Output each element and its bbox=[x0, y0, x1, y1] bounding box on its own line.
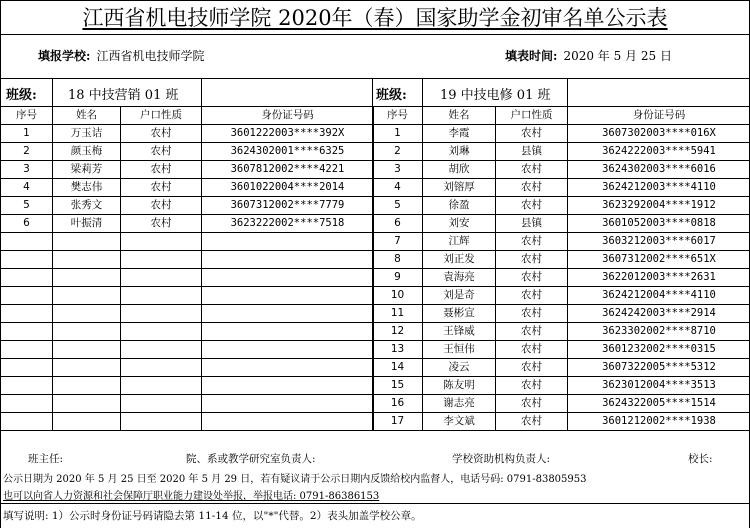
table-row bbox=[1, 305, 374, 323]
page-title: 江西省机电技师学院 2020年（春）国家助学金初审名单公示表 bbox=[82, 6, 668, 30]
school-info bbox=[38, 47, 204, 64]
row-index bbox=[1, 359, 53, 377]
right-student-table bbox=[372, 106, 750, 431]
left-class-label: 班级: bbox=[6, 88, 37, 103]
table-row bbox=[373, 143, 750, 161]
notice-text-1: 公示日期为 2020 年 5 月 25 日至 2020 年 5 月 29 日，若有疑议请于公示日期内反馈给校内监督人，电话号码: 0791-83805953 bbox=[3, 474, 587, 485]
row-index: 6 bbox=[373, 215, 423, 233]
signature-row bbox=[0, 451, 750, 468]
student-name: 胡欣 bbox=[423, 161, 496, 179]
id-number: 3607302003****016X bbox=[568, 125, 750, 143]
id-number: 3624242003****2914 bbox=[568, 305, 750, 323]
notice-text-2: 也可以向省人力资源和社会保障厅职业能力建设处举报，举报电话: 0791-86386153 bbox=[3, 491, 380, 502]
row-index: 3 bbox=[1, 161, 53, 179]
id-number: 3623302002****8710 bbox=[568, 323, 750, 341]
header-id-number: 身份证号码 bbox=[202, 107, 374, 125]
row-index: 2 bbox=[373, 143, 423, 161]
id-number: 3601022004****2014 bbox=[202, 179, 374, 197]
header-index: 序号 bbox=[1, 107, 53, 125]
residence-type: 农村 bbox=[496, 287, 568, 305]
id-number bbox=[202, 287, 374, 305]
school-label: 填报学校: bbox=[38, 49, 91, 63]
student-name bbox=[53, 395, 121, 413]
table-row bbox=[1, 359, 374, 377]
left-border bbox=[0, 0, 1, 528]
table-row bbox=[1, 269, 374, 287]
student-name bbox=[53, 305, 121, 323]
class-divider bbox=[372, 78, 373, 106]
table-row bbox=[373, 125, 750, 143]
residence-type: 农村 bbox=[496, 413, 568, 431]
id-number: 3622012003****2631 bbox=[568, 269, 750, 287]
student-name: 徐盈 bbox=[423, 197, 496, 215]
class-divider bbox=[567, 78, 568, 106]
table-row bbox=[373, 161, 750, 179]
table-row bbox=[1, 197, 374, 215]
residence-type: 农村 bbox=[496, 377, 568, 395]
residence-type: 农村 bbox=[496, 305, 568, 323]
row-index: 10 bbox=[373, 287, 423, 305]
top-border bbox=[0, 0, 750, 1]
student-name bbox=[53, 251, 121, 269]
class-divider bbox=[52, 78, 53, 106]
student-name bbox=[53, 341, 121, 359]
id-number: 3607812002****4221 bbox=[202, 161, 374, 179]
header-index: 序号 bbox=[373, 107, 423, 125]
table-header-row bbox=[1, 107, 374, 125]
table-row bbox=[373, 395, 750, 413]
student-name: 张秀文 bbox=[53, 197, 121, 215]
table-row bbox=[1, 251, 374, 269]
id-number: 3623222002****7518 bbox=[202, 215, 374, 233]
table-row bbox=[373, 179, 750, 197]
residence-type: 农村 bbox=[496, 251, 568, 269]
head-teacher-label: 班主任: bbox=[28, 453, 64, 465]
id-number: 3624212004****4110 bbox=[568, 287, 750, 305]
row-index: 4 bbox=[373, 179, 423, 197]
table-row bbox=[1, 413, 374, 431]
instructions-text: 填写说明: 1）公示时身份证号码请隐去第 11-14 位，以"*"代替。2）表头加盖学校公章。 bbox=[3, 510, 422, 522]
class-divider bbox=[422, 78, 423, 106]
id-number: 3601052003****0818 bbox=[568, 215, 750, 233]
row-index bbox=[1, 305, 53, 323]
date-value: 2020 年 5 月 25 日 bbox=[563, 49, 672, 63]
student-name: 万玉诘 bbox=[53, 125, 121, 143]
student-name: 王锋威 bbox=[423, 323, 496, 341]
residence-type bbox=[121, 287, 202, 305]
id-number bbox=[202, 413, 374, 431]
residence-type: 县镇 bbox=[496, 143, 568, 161]
header-name: 姓名 bbox=[53, 107, 121, 125]
residence-type: 农村 bbox=[121, 161, 202, 179]
student-name: 颜玉梅 bbox=[53, 143, 121, 161]
residence-type: 农村 bbox=[496, 341, 568, 359]
residence-type: 农村 bbox=[496, 197, 568, 215]
id-number: 3601222003****392X bbox=[202, 125, 374, 143]
student-name: 刘琳 bbox=[423, 143, 496, 161]
aid-head-label: 学校资助机构负责人: bbox=[452, 453, 551, 465]
residence-type bbox=[121, 341, 202, 359]
student-name: 李霞 bbox=[423, 125, 496, 143]
table-row bbox=[1, 233, 374, 251]
table-row bbox=[373, 341, 750, 359]
table-row bbox=[1, 287, 374, 305]
class-row bbox=[0, 78, 750, 106]
dept-head-label: 院、系或教学研究室负责人: bbox=[186, 453, 316, 465]
residence-type bbox=[121, 323, 202, 341]
row-index: 1 bbox=[1, 125, 53, 143]
table-row bbox=[1, 125, 374, 143]
student-name bbox=[53, 269, 121, 287]
residence-type: 农村 bbox=[496, 125, 568, 143]
header-id-number: 身份证号码 bbox=[568, 107, 750, 125]
row-index bbox=[1, 323, 53, 341]
school-value: 江西省机电技师学院 bbox=[96, 49, 205, 63]
row-index: 11 bbox=[373, 305, 423, 323]
residence-type bbox=[121, 359, 202, 377]
student-name: 聂彬宣 bbox=[423, 305, 496, 323]
row-index bbox=[1, 251, 53, 269]
row-index: 13 bbox=[373, 341, 423, 359]
row-index: 1 bbox=[373, 125, 423, 143]
header-residence: 户口性质 bbox=[121, 107, 202, 125]
residence-type: 农村 bbox=[121, 143, 202, 161]
row-index bbox=[1, 413, 53, 431]
id-number: 3603212003****6017 bbox=[568, 233, 750, 251]
header-name: 姓名 bbox=[423, 107, 496, 125]
student-name bbox=[53, 413, 121, 431]
table-row bbox=[373, 323, 750, 341]
table-header-row bbox=[373, 107, 750, 125]
header-residence: 户口性质 bbox=[496, 107, 568, 125]
table-row bbox=[1, 341, 374, 359]
student-name: 陈友明 bbox=[423, 377, 496, 395]
residence-type bbox=[121, 269, 202, 287]
id-number: 3624222003****5941 bbox=[568, 143, 750, 161]
id-number: 3624302003****6016 bbox=[568, 161, 750, 179]
row-index bbox=[1, 341, 53, 359]
student-name: 袁海亮 bbox=[423, 269, 496, 287]
left-class-name: 18 中技营销 01 班 bbox=[68, 88, 179, 103]
student-name bbox=[53, 287, 121, 305]
id-number: 3607322005****5312 bbox=[568, 359, 750, 377]
student-name: 凌云 bbox=[423, 359, 496, 377]
residence-type: 农村 bbox=[496, 233, 568, 251]
table-row bbox=[1, 215, 374, 233]
residence-type: 农村 bbox=[121, 197, 202, 215]
table-row bbox=[373, 269, 750, 287]
table-row bbox=[1, 143, 374, 161]
student-name: 刘是奇 bbox=[423, 287, 496, 305]
date-label: 填表时间: bbox=[505, 49, 558, 63]
id-number: 3601232002****0315 bbox=[568, 341, 750, 359]
id-number bbox=[202, 305, 374, 323]
table-row bbox=[373, 305, 750, 323]
residence-type: 农村 bbox=[496, 161, 568, 179]
table-row bbox=[1, 323, 374, 341]
student-name: 刘正发 bbox=[423, 251, 496, 269]
id-number bbox=[202, 359, 374, 377]
student-name: 刘安 bbox=[423, 215, 496, 233]
row-index: 17 bbox=[373, 413, 423, 431]
row-index bbox=[1, 395, 53, 413]
right-class-name: 19 中技电修 01 班 bbox=[440, 88, 551, 103]
row-index: 14 bbox=[373, 359, 423, 377]
class-divider bbox=[201, 78, 202, 106]
row-index: 2 bbox=[1, 143, 53, 161]
id-number bbox=[202, 269, 374, 287]
residence-type bbox=[121, 233, 202, 251]
footer-divider bbox=[0, 503, 750, 504]
id-number: 3607312002****7779 bbox=[202, 197, 374, 215]
student-name: 刘镕厚 bbox=[423, 179, 496, 197]
student-name bbox=[53, 377, 121, 395]
principal-label: 校长: bbox=[688, 453, 713, 465]
row-index: 8 bbox=[373, 251, 423, 269]
table-row bbox=[1, 395, 374, 413]
table-row bbox=[373, 197, 750, 215]
id-number bbox=[202, 395, 374, 413]
residence-type: 农村 bbox=[121, 179, 202, 197]
residence-type: 农村 bbox=[496, 269, 568, 287]
table-row bbox=[373, 359, 750, 377]
row-index: 3 bbox=[373, 161, 423, 179]
residence-type: 农村 bbox=[496, 395, 568, 413]
row-index: 4 bbox=[1, 179, 53, 197]
student-name: 李文斌 bbox=[423, 413, 496, 431]
row-index bbox=[1, 377, 53, 395]
id-number: 3624212003****4110 bbox=[568, 179, 750, 197]
table-row bbox=[373, 215, 750, 233]
student-name: 樊志伟 bbox=[53, 179, 121, 197]
id-number: 3607312002****651X bbox=[568, 251, 750, 269]
residence-type: 农村 bbox=[121, 125, 202, 143]
table-row bbox=[1, 161, 374, 179]
residence-type: 县镇 bbox=[496, 215, 568, 233]
id-number: 3601212002****1938 bbox=[568, 413, 750, 431]
residence-type: 农村 bbox=[121, 215, 202, 233]
residence-type: 农村 bbox=[496, 359, 568, 377]
id-number bbox=[202, 341, 374, 359]
student-name: 江辉 bbox=[423, 233, 496, 251]
row-index bbox=[1, 269, 53, 287]
id-number bbox=[202, 323, 374, 341]
row-index bbox=[1, 287, 53, 305]
form-info-row bbox=[0, 34, 750, 78]
student-name: 王恒伟 bbox=[423, 341, 496, 359]
residence-type bbox=[121, 413, 202, 431]
residence-type bbox=[121, 305, 202, 323]
row-index: 6 bbox=[1, 215, 53, 233]
row-index: 15 bbox=[373, 377, 423, 395]
row-index: 9 bbox=[373, 269, 423, 287]
left-student-table bbox=[0, 106, 374, 431]
table-row bbox=[373, 251, 750, 269]
table-row bbox=[1, 179, 374, 197]
student-name bbox=[53, 323, 121, 341]
id-number: 3623292004****1912 bbox=[568, 197, 750, 215]
row-index: 5 bbox=[1, 197, 53, 215]
row-index: 5 bbox=[373, 197, 423, 215]
residence-type bbox=[121, 395, 202, 413]
table-row bbox=[373, 377, 750, 395]
student-name bbox=[53, 233, 121, 251]
table-row bbox=[373, 287, 750, 305]
residence-type bbox=[121, 377, 202, 395]
table-row bbox=[373, 413, 750, 431]
student-name: 叶振清 bbox=[53, 215, 121, 233]
student-name: 梁莉芳 bbox=[53, 161, 121, 179]
row-index: 7 bbox=[373, 233, 423, 251]
right-class-label: 班级: bbox=[376, 88, 407, 103]
student-name: 谢志亮 bbox=[423, 395, 496, 413]
id-number bbox=[202, 251, 374, 269]
residence-type: 农村 bbox=[496, 179, 568, 197]
id-number: 3624322005****1514 bbox=[568, 395, 750, 413]
table-row bbox=[1, 377, 374, 395]
row-index: 16 bbox=[373, 395, 423, 413]
residence-type bbox=[121, 251, 202, 269]
id-number: 3623012004****3513 bbox=[568, 377, 750, 395]
id-number: 3624302001****6325 bbox=[202, 143, 374, 161]
id-number bbox=[202, 377, 374, 395]
table-row bbox=[373, 233, 750, 251]
row-index bbox=[1, 233, 53, 251]
date-info bbox=[505, 47, 672, 64]
student-name bbox=[53, 359, 121, 377]
id-number bbox=[202, 233, 374, 251]
residence-type: 农村 bbox=[496, 323, 568, 341]
row-index: 12 bbox=[373, 323, 423, 341]
